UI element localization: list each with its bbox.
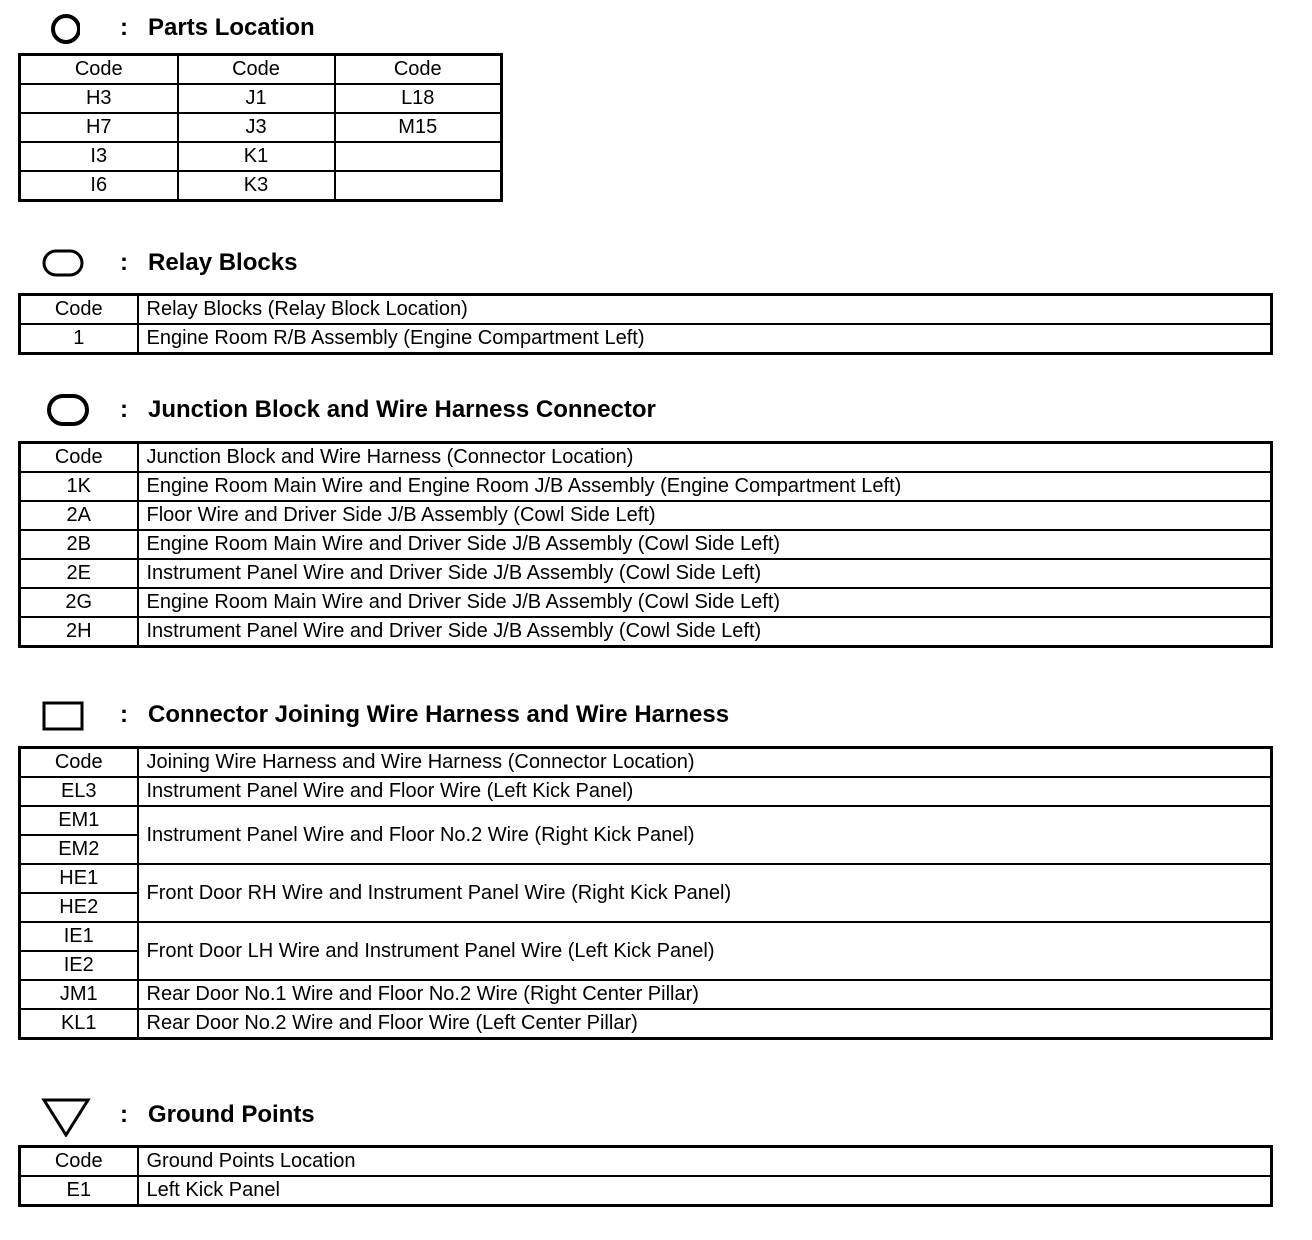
ground-points-header <box>40 1097 940 1133</box>
code-cell: E1 <box>20 1176 138 1206</box>
code-cell: J1 <box>178 84 335 113</box>
code-cell: K1 <box>178 142 335 171</box>
table-row <box>20 530 1272 559</box>
code-cell: H7 <box>20 113 178 142</box>
header-cell: Code <box>20 55 178 85</box>
triangle-down-icon <box>40 1097 96 1137</box>
code-cell: 1K <box>20 472 138 501</box>
code-cell: HE2 <box>20 893 138 922</box>
colon: : <box>120 701 128 728</box>
code-cell: 2B <box>20 530 138 559</box>
desc-cell: Instrument Panel Wire and Floor Wire (Left Kick Panel) <box>138 777 1272 806</box>
desc-cell: Instrument Panel Wire and Driver Side J/B Assembly (Cowl Side Left) <box>138 617 1272 647</box>
desc-cell: Rear Door No.2 Wire and Floor Wire (Left Center Pillar) <box>138 1009 1272 1039</box>
colon: : <box>120 249 128 276</box>
code-cell: KL1 <box>20 1009 138 1039</box>
junction-block-header <box>40 392 940 428</box>
rounded-oval-icon <box>40 392 96 428</box>
table-row <box>20 864 1272 893</box>
desc-cell: Engine Room Main Wire and Driver Side J/B Assembly (Cowl Side Left) <box>138 530 1272 559</box>
table-row <box>20 559 1272 588</box>
desc-cell: Rear Door No.1 Wire and Floor No.2 Wire (Right Center Pillar) <box>138 980 1272 1009</box>
rectangle-icon <box>40 697 90 733</box>
table-row <box>20 588 1272 617</box>
section-title: Parts Location <box>148 14 315 41</box>
header-cell: Relay Blocks (Relay Block Location) <box>138 295 1272 325</box>
ground-points-table <box>18 1145 1273 1207</box>
relay-blocks-header <box>40 245 940 281</box>
table-row <box>20 1176 1272 1206</box>
code-cell: EM1 <box>20 806 138 835</box>
code-cell: 2H <box>20 617 138 647</box>
parts-location-table <box>18 53 503 202</box>
header-cell: Code <box>20 748 138 778</box>
table-row <box>20 806 1272 835</box>
circle-icon <box>40 10 80 46</box>
desc-cell: Front Door RH Wire and Instrument Panel Wire (Right Kick Panel) <box>138 864 1272 922</box>
code-cell: M15 <box>335 113 502 142</box>
parts-location-header <box>40 10 940 46</box>
code-cell: IE2 <box>20 951 138 980</box>
code-cell: EM2 <box>20 835 138 864</box>
code-cell: L18 <box>335 84 502 113</box>
desc-cell: Floor Wire and Driver Side J/B Assembly (Cowl Side Left) <box>138 501 1272 530</box>
header-cell: Code <box>20 1147 138 1177</box>
header-cell: Code <box>335 55 502 85</box>
relay-blocks-table <box>18 293 1273 355</box>
section-title: Junction Block and Wire Harness Connector <box>148 396 656 423</box>
header-cell: Ground Points Location <box>138 1147 1272 1177</box>
table-row <box>20 922 1272 951</box>
desc-cell: Engine Room Main Wire and Driver Side J/B Assembly (Cowl Side Left) <box>138 588 1272 617</box>
code-cell: 2G <box>20 588 138 617</box>
table-row <box>20 171 502 201</box>
desc-cell: Engine Room R/B Assembly (Engine Compartment Left) <box>138 324 1272 354</box>
code-cell: I6 <box>20 171 178 201</box>
table-header-row <box>20 295 1272 325</box>
header-cell: Joining Wire Harness and Wire Harness (Connector Location) <box>138 748 1272 778</box>
code-cell: EL3 <box>20 777 138 806</box>
table-row <box>20 324 1272 354</box>
code-cell: 2E <box>20 559 138 588</box>
code-cell: HE1 <box>20 864 138 893</box>
code-cell: 2A <box>20 501 138 530</box>
code-cell: H3 <box>20 84 178 113</box>
code-cell: I3 <box>20 142 178 171</box>
desc-cell: Front Door LH Wire and Instrument Panel Wire (Left Kick Panel) <box>138 922 1272 980</box>
table-row <box>20 113 502 142</box>
header-cell: Junction Block and Wire Harness (Connector Location) <box>138 443 1272 473</box>
table-row <box>20 980 1272 1009</box>
table-row <box>20 1009 1272 1039</box>
desc-cell: Instrument Panel Wire and Driver Side J/B Assembly (Cowl Side Left) <box>138 559 1272 588</box>
colon: : <box>120 1101 128 1128</box>
header-cell: Code <box>20 295 138 325</box>
connector-joining-header <box>40 697 940 733</box>
code-cell <box>335 171 502 201</box>
code-cell: K3 <box>178 171 335 201</box>
colon: : <box>120 14 128 41</box>
desc-cell: Engine Room Main Wire and Engine Room J/B Assembly (Engine Compartment Left) <box>138 472 1272 501</box>
table-row <box>20 777 1272 806</box>
table-header-row <box>20 55 502 85</box>
header-cell: Code <box>20 443 138 473</box>
table-row <box>20 142 502 171</box>
code-cell: J3 <box>178 113 335 142</box>
desc-cell: Left Kick Panel <box>138 1176 1272 1206</box>
desc-cell: Instrument Panel Wire and Floor No.2 Wire (Right Kick Panel) <box>138 806 1272 864</box>
code-cell: JM1 <box>20 980 138 1009</box>
table-header-row <box>20 748 1272 778</box>
code-cell: IE1 <box>20 922 138 951</box>
table-row <box>20 84 502 113</box>
table-header-row <box>20 1147 1272 1177</box>
table-row <box>20 472 1272 501</box>
connector-joining-table <box>18 746 1273 1040</box>
header-cell: Code <box>178 55 335 85</box>
section-title: Ground Points <box>148 1101 315 1128</box>
table-row <box>20 617 1272 647</box>
table-row <box>20 501 1272 530</box>
code-cell <box>335 142 502 171</box>
section-title: Connector Joining Wire Harness and Wire Harness <box>148 701 730 728</box>
code-cell: 1 <box>20 324 138 354</box>
colon: : <box>120 396 128 423</box>
junction-block-table <box>18 441 1273 648</box>
table-header-row <box>20 443 1272 473</box>
rounded-rectangle-icon <box>40 245 90 281</box>
section-title: Relay Blocks <box>148 249 298 276</box>
